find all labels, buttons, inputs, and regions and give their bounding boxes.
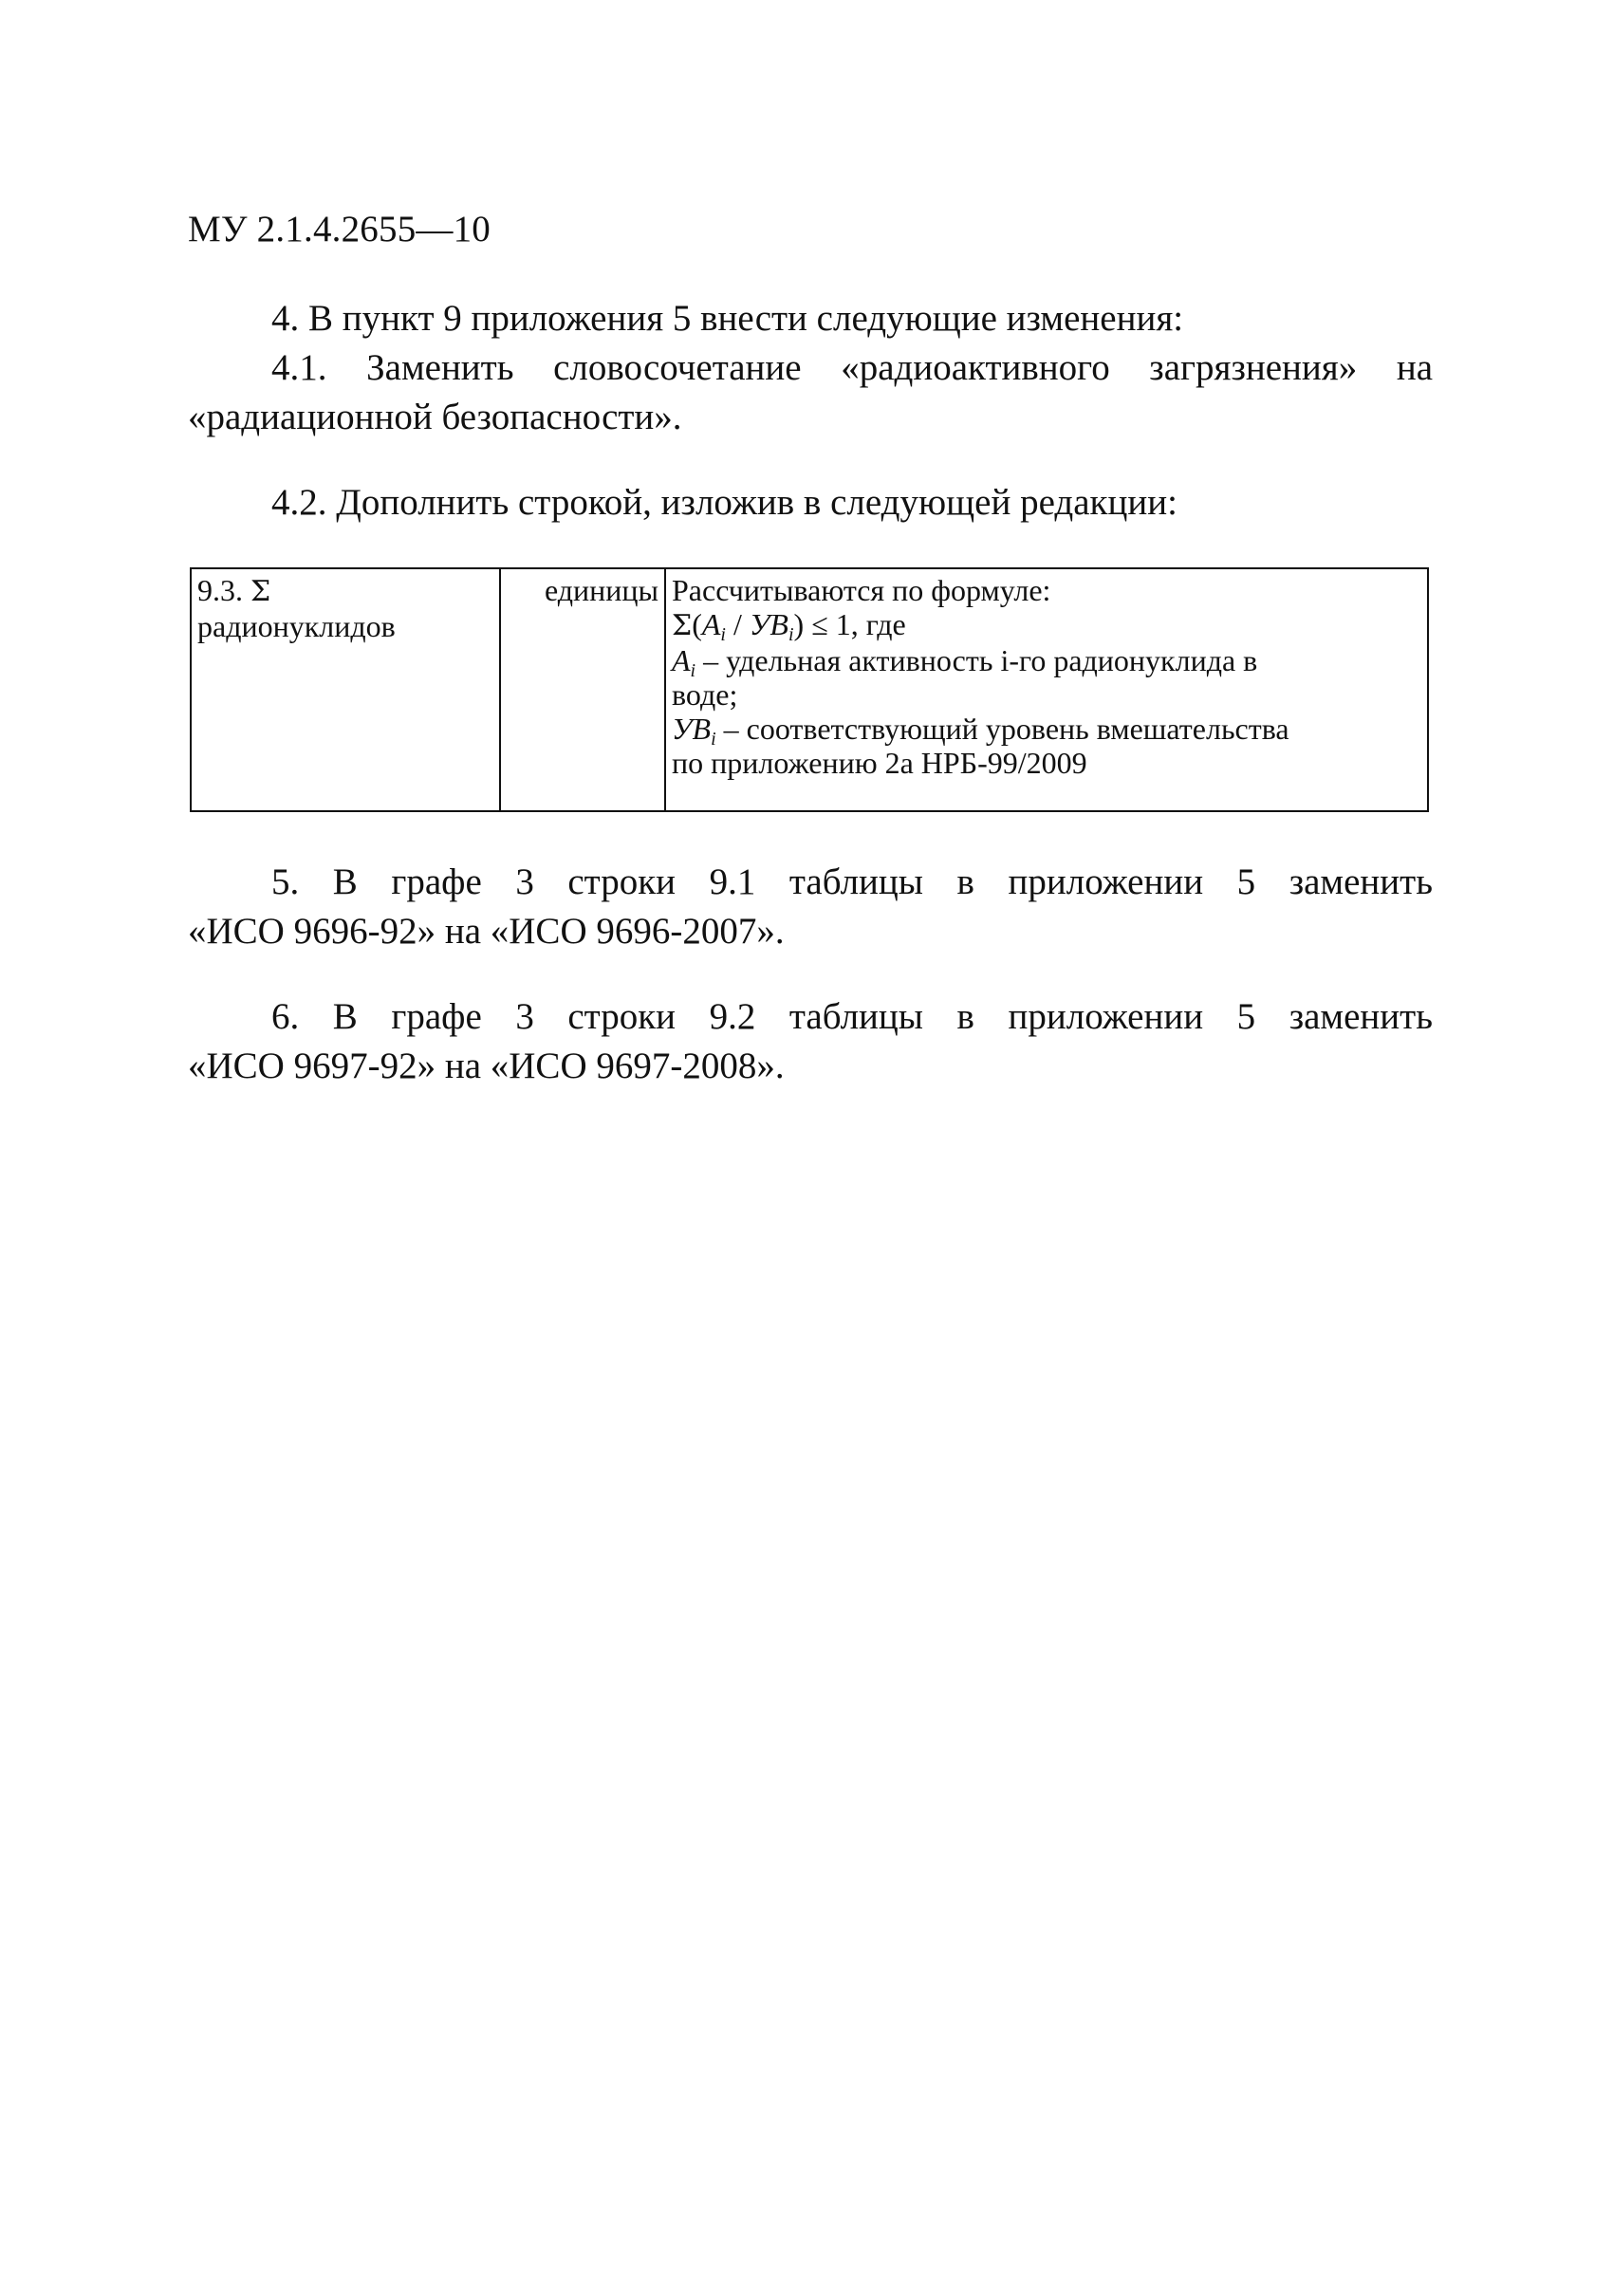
formula-slash: /: [725, 607, 750, 641]
definition-a-sub: i: [690, 660, 696, 681]
definition-uv-sub: i: [711, 729, 716, 750]
formula-line: [672, 607, 1421, 643]
unit-cell: [500, 568, 665, 811]
paragraph-4-text: 4. В пункт 9 приложения 5 внести следующие изменения:: [271, 298, 1184, 339]
indicator-name: радионуклидов: [197, 609, 396, 643]
indicator-line-1: [197, 573, 493, 609]
definition-uv-text: – соответствующий уровень вмешательства: [715, 712, 1289, 746]
formula-uv-sub: i: [788, 624, 794, 645]
amendment-table: [190, 567, 1429, 812]
paragraph-4-1-line-2: «радиационной безопасности».: [188, 397, 682, 437]
definition-uv: [672, 712, 1421, 750]
formula-uv: УB: [749, 607, 788, 641]
definition-a-text: – удельная активность i-го радионуклида в: [695, 643, 1258, 677]
paragraph-4: [188, 294, 1433, 343]
table-row: [191, 568, 1428, 811]
paragraph-6: [188, 992, 1433, 1091]
paragraph-5-line-1: [188, 858, 1433, 907]
definition-a-symbol: A: [672, 643, 691, 677]
indicator-cell: [191, 568, 500, 811]
paragraph-6-line-2: «ИСО 9697-92» на «ИСО 9697-2008».: [188, 1046, 785, 1086]
formula-open-paren: (: [692, 607, 702, 641]
sigma-symbol: Σ: [250, 575, 271, 608]
document-code: МУ 2.1.4.2655—10: [188, 209, 491, 250]
paragraph-6-line-1: [188, 992, 1433, 1042]
definition-a-line-2: воде;: [672, 677, 738, 712]
paragraph-5-line-2: «ИСО 9696-92» на «ИСО 9696-2007».: [188, 911, 785, 952]
formula-sigma: Σ: [672, 609, 693, 642]
paragraph-5: [188, 858, 1433, 956]
definition-uv-line-2: по приложению 2а НРБ-99/2009: [672, 746, 1087, 780]
paragraph-4-1-line-1: [188, 343, 1433, 393]
paragraph-4-2: [188, 478, 1433, 528]
definition-uv-symbol: УB: [672, 712, 712, 746]
formula-a-sub: i: [720, 624, 726, 645]
paragraph-6-line-1-text: 6. В графе 3 строки 9.2 таблицы в приложении 5 заменить: [271, 996, 1433, 1037]
description-cell: [665, 568, 1428, 811]
formula-a: A: [701, 607, 721, 641]
paragraph-5-line-1-text: 5. В графе 3 строки 9.1 таблицы в приложении 5 заменить: [271, 861, 1433, 902]
paragraph-4-1-line-1-text: 4.1. Заменить словосочетание «радиоактивного загрязнения» на: [271, 347, 1433, 388]
definition-a: [672, 643, 1421, 681]
unit-text: единицы: [544, 573, 658, 607]
formula-close: ) ≤ 1, где: [793, 607, 906, 641]
description-line-1: Рассчитываются по формуле:: [672, 573, 1051, 607]
indicator-number: 9.3.: [197, 573, 250, 607]
paragraph-4-1: [188, 343, 1433, 442]
paragraph-4-2-text: 4.2. Дополнить строкой, изложив в следующей редакции:: [271, 482, 1177, 523]
